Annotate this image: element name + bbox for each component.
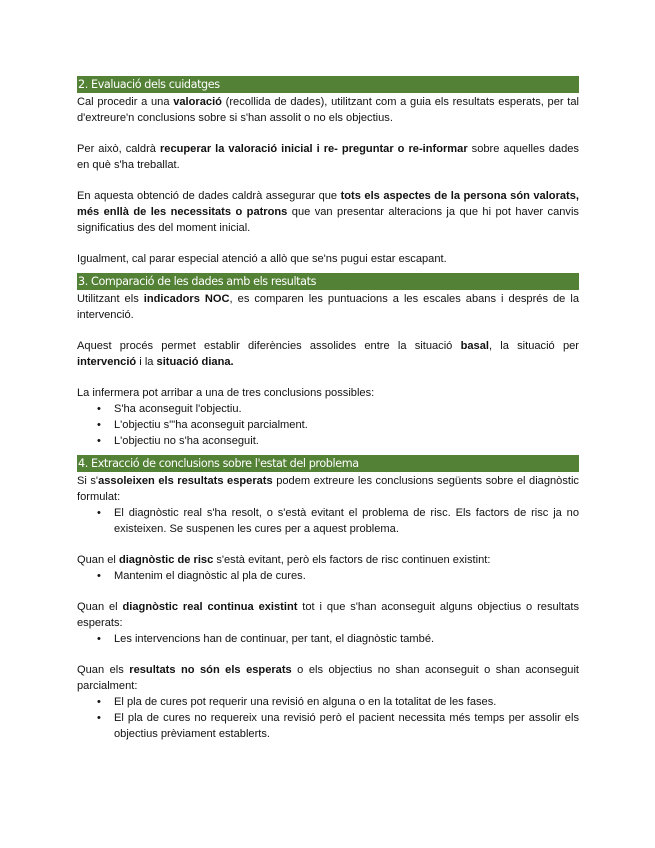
section-heading-extraccio: 4. Extracció de conclusions sobre l'estat del problema bbox=[77, 455, 579, 472]
section-heading-evaluacio: 2. Evaluació dels cuidatges bbox=[77, 76, 579, 93]
list-item: • El diagnòstic real s'ha resolt, o s'està evitant el problema de risc. Els factors de risc ja no existeixen. Se suspenen les cures per a aquest problema. bbox=[77, 505, 579, 537]
group-list bbox=[77, 694, 579, 742]
paragraph: Utilitzant els indicadors NOC, es comparen les puntuacions a les escales abans i després de la intervenció. bbox=[77, 293, 579, 321]
paragraph: Igualment, cal parar especial atenció a allò que se'ns pugui estar escapant. bbox=[77, 253, 447, 265]
list-item: • Mantenim el diagnòstic al pla de cures. bbox=[77, 568, 579, 584]
group-intro: Quan els resultats no són els esperats o els objectius no shan aconseguit o shan aconseguit parcialment: bbox=[77, 664, 579, 692]
list-item: • Les intervencions han de continuar, per tant, el diagnòstic també. bbox=[77, 631, 579, 647]
conclusions-list bbox=[77, 401, 579, 449]
paragraph: Per això, caldrà recuperar la valoració inicial i re- preguntar o re-informar sobre aquelles dades en què s'ha treballat. bbox=[77, 143, 579, 171]
list-item: • L'objectiu no s'ha aconseguit. bbox=[77, 433, 579, 449]
document-page bbox=[77, 76, 579, 742]
group-list bbox=[77, 631, 579, 647]
list-intro: La infermera pot arribar a una de tres conclusions possibles: bbox=[77, 387, 375, 399]
list-item: • El pla de cures no requereix una revisió però el pacient necessita més temps per assolir els objectius prèviament establerts. bbox=[77, 710, 579, 742]
group-intro: Quan el diagnòstic real continua existint tot i que s'han aconseguit alguns objectius o resultats esperats: bbox=[77, 601, 580, 629]
paragraph: Cal procedir a una valoració (recollida de dades), utilitzant com a guia els resultats esperats, per tal d'extreure'n conclusions sobre si s'han assolit o no els objectius. bbox=[77, 96, 579, 124]
paragraph: En aquesta obtenció de dades caldrà assegurar que tots els aspectes de la persona són valorats, més enllà de les necessitats o patrons que van presentar alteracions ja que hi pot haver canvis significatius des del moment inicial. bbox=[77, 190, 579, 234]
list-item: • El pla de cures pot requerir una revisió en alguna o en la totalitat de les fases. bbox=[77, 694, 579, 710]
group-list bbox=[77, 568, 579, 584]
paragraph: Aquest procés permet establir diferències assolides entre la situació basal, la situació per intervenció i la situació diana. bbox=[77, 340, 579, 368]
group-intro: Quan el diagnòstic de risc s'està evitant, però els factors de risc continuen existint: bbox=[77, 554, 491, 566]
group-list bbox=[77, 505, 579, 537]
section-heading-comparacio: 3. Comparació de les dades amb els resultats bbox=[77, 273, 579, 290]
group-intro: Si s'assoleixen els resultats esperats podem extreure les conclusions següents sobre el diagnòstic formulat: bbox=[77, 475, 579, 503]
list-item: • L'objectiu s'"ha aconseguit parcialment. bbox=[77, 417, 579, 433]
list-item: • S'ha aconseguit l'objectiu. bbox=[77, 401, 579, 417]
